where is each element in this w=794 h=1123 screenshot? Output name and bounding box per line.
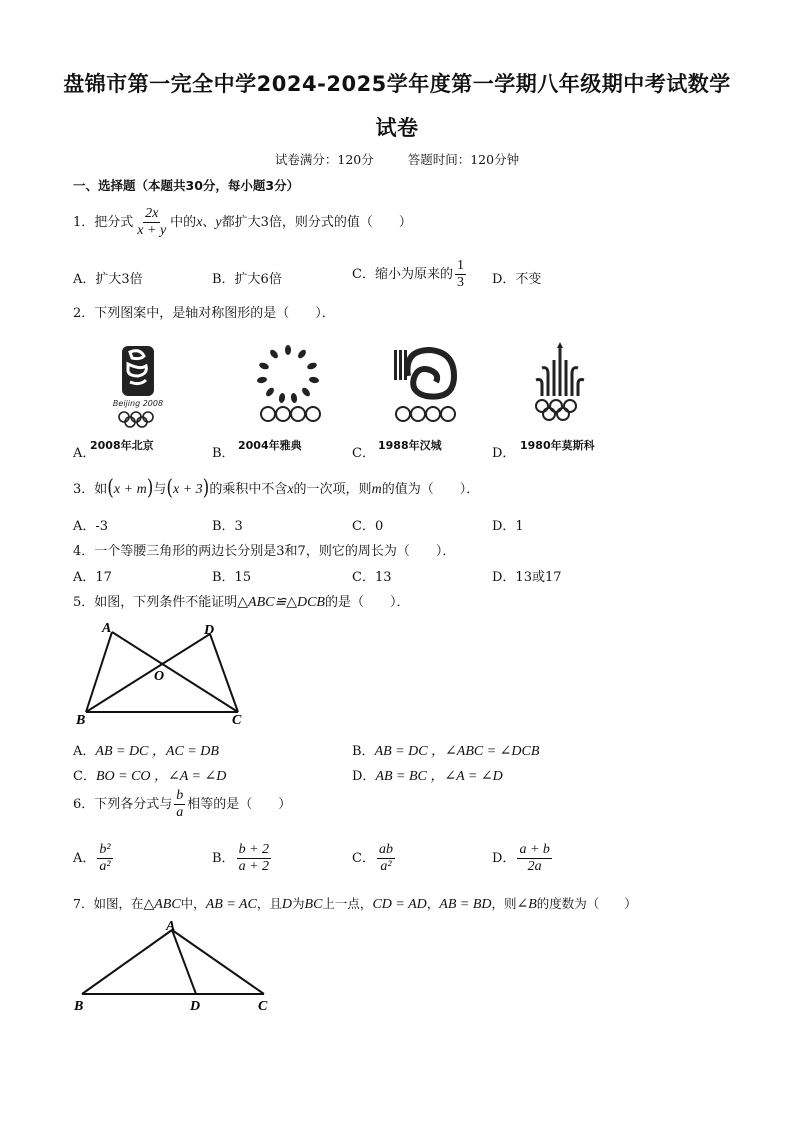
question-text: 3．如 — [73, 482, 108, 497]
question-1 — [73, 206, 412, 239]
fraction — [237, 842, 271, 875]
expression: CD = AD — [372, 897, 427, 912]
fraction-numerator: 1 — [455, 258, 466, 275]
option-expression: BO = CO ，∠A = ∠D — [95, 769, 227, 784]
fraction-numerator: 2x — [143, 206, 160, 223]
option-letter: C． — [73, 769, 96, 784]
q4-option-c[interactable]: C．13 — [352, 570, 392, 585]
question-text: ， — [426, 896, 440, 911]
question-text: 5．如图，下列条件不能证明 — [73, 595, 238, 610]
expression: △ABC≌△DCB — [237, 595, 325, 610]
expression: x + m — [113, 482, 147, 497]
fraction-numerator: ab — [377, 842, 395, 859]
separator: 、 — [202, 215, 216, 231]
point-label-c: C — [232, 713, 242, 728]
q4-option-b[interactable]: B．15 — [212, 570, 252, 585]
fraction-denominator: 3 — [456, 275, 464, 291]
fraction-numerator: b — [174, 788, 185, 805]
question-text: 6．下列各分式与 — [73, 797, 173, 813]
fraction — [174, 788, 185, 821]
question-text: 中的 — [170, 215, 197, 231]
point-label-a: A — [102, 621, 112, 636]
exam-info — [0, 150, 794, 168]
question-text: 的度数为（ ） — [536, 896, 637, 911]
fraction-denominator: a² — [380, 859, 392, 875]
question-text: 上一点， — [322, 896, 373, 911]
option-letter: D． — [352, 769, 376, 784]
page-title: 盘锦市第一完全中学2024-2025学年度第一学期八年级期中考试数学 — [63, 72, 731, 96]
question-text: 与 — [153, 482, 167, 497]
fraction-denominator: 2a — [527, 859, 542, 875]
seoul-1988-emblem-icon[interactable] — [386, 342, 466, 430]
variable: x — [196, 215, 203, 231]
q3-option-c[interactable]: C．0 — [352, 519, 384, 534]
option-letter: A． — [73, 744, 96, 759]
fraction-numerator: a + b — [517, 842, 551, 859]
q6-option-d[interactable] — [492, 842, 554, 875]
fraction — [455, 258, 466, 291]
q2-option-a-label: A． — [73, 446, 96, 461]
point-label-a: A — [166, 919, 176, 934]
logo-caption-beijing: 2008年北京 — [90, 439, 154, 452]
paren-open: ( — [166, 475, 173, 501]
option-letter: B． — [212, 851, 235, 867]
q5-option-c[interactable] — [73, 765, 226, 785]
paren-open: ( — [107, 475, 114, 501]
logo-caption-seoul: 1988年汉城 — [378, 439, 442, 452]
question-text: 的是（ ）． — [325, 595, 410, 610]
question-text: 相等的是（ ） — [187, 797, 292, 813]
point-label-c: C — [258, 999, 268, 1014]
fraction-numerator: b² — [97, 842, 112, 859]
option-expression: AB = BC ，∠A = ∠D — [375, 769, 503, 784]
question-number: 1． — [73, 215, 95, 231]
q1-option-c[interactable] — [352, 258, 468, 291]
section-heading: 一、选择题（本题共30分，每小题3分） — [73, 178, 300, 193]
beijing-2008-emblem-icon[interactable] — [100, 342, 190, 430]
point-label-b: B — [76, 713, 86, 728]
fraction-denominator: x + y — [137, 223, 167, 239]
question-3 — [73, 475, 480, 501]
expression: BC — [304, 897, 323, 912]
fraction — [97, 842, 112, 875]
athens-2004-wreath-icon[interactable] — [250, 342, 326, 430]
q2-option-d-label: D． — [492, 446, 516, 461]
q6-option-c[interactable] — [352, 842, 397, 875]
question-text: 的一次项，则 — [293, 482, 372, 497]
q6-option-a[interactable] — [73, 842, 115, 875]
point-label-o: O — [154, 669, 165, 684]
fraction-numerator: b + 2 — [237, 842, 271, 859]
expression: x + 3 — [173, 482, 203, 497]
variable: D — [281, 897, 293, 912]
question-2: 2．下列图案中，是轴对称图形的是（ ）． — [73, 306, 335, 321]
fraction-denominator: a + 2 — [238, 859, 270, 875]
option-text: C．缩小为原来的 — [352, 267, 453, 283]
q4-option-a[interactable]: A．17 — [73, 570, 112, 585]
expression: ∠B — [516, 897, 537, 912]
q7-figure — [72, 916, 276, 1016]
page-title-line2: 试卷 — [375, 116, 419, 140]
q3-option-a[interactable]: A．-3 — [73, 519, 109, 534]
question-text: 的乘积中不含 — [209, 482, 288, 497]
score-info: 试卷满分：120分 — [274, 152, 374, 167]
variable: m — [371, 482, 382, 497]
option-letter: C． — [352, 851, 375, 867]
question-text: 的值为（ ）． — [381, 482, 480, 497]
option-letter: A． — [73, 851, 96, 867]
q6-option-b[interactable] — [212, 842, 273, 875]
variable: y — [215, 215, 222, 231]
q5-option-a[interactable] — [73, 740, 219, 760]
question-text: 中， — [180, 896, 206, 911]
q5-figure — [74, 616, 250, 728]
q5-option-b[interactable] — [352, 740, 539, 760]
fraction — [377, 842, 395, 875]
q2-option-c-label: C． — [352, 446, 375, 461]
q2-option-b-label: B． — [212, 446, 235, 461]
question-text: 7．如图，在 — [73, 896, 144, 911]
q3-option-d[interactable]: D．1 — [492, 519, 524, 534]
question-text: ，则 — [491, 896, 517, 911]
logo-caption-athens: 2004年雅典 — [238, 439, 302, 452]
question-6 — [73, 788, 291, 821]
question-text: 把分式 — [94, 215, 134, 231]
option-expression: AB = DC ，AC = DB — [95, 744, 219, 759]
question-4: 4．一个等腰三角形的两边长分别是3和7，则它的周长为（ ）． — [73, 544, 456, 559]
q5-option-d[interactable] — [352, 765, 503, 785]
question-7 — [73, 894, 637, 913]
paren-close: ) — [146, 475, 154, 501]
time-info: 答题时间：120分钟 — [407, 152, 520, 167]
fraction-denominator: a² — [99, 859, 111, 875]
point-label-b: B — [74, 999, 84, 1014]
expression: AB = BD — [439, 897, 492, 912]
expression: △ABC — [143, 897, 181, 912]
q1-option-b[interactable]: B．扩大6倍 — [212, 272, 282, 287]
moscow-1980-emblem-icon[interactable] — [522, 340, 598, 432]
q3-option-b[interactable]: B．3 — [212, 519, 243, 534]
fraction-denominator: a — [176, 805, 184, 821]
paren-close: ) — [202, 475, 210, 501]
fraction — [135, 206, 168, 239]
question-text: ，且 — [256, 896, 282, 911]
variable: x — [287, 482, 294, 497]
q1-option-d[interactable]: D．不变 — [492, 272, 542, 287]
question-text: 都扩大3倍，则分式的值（ ） — [221, 215, 412, 231]
question-text: 为 — [292, 896, 305, 911]
option-letter: B． — [352, 744, 375, 759]
question-5 — [73, 591, 410, 611]
expression: AB = AC — [205, 897, 257, 912]
beijing-logo-text: Beijing 2008 — [112, 399, 164, 408]
point-label-d: D — [204, 623, 215, 638]
q4-option-d[interactable]: D．13或17 — [492, 570, 562, 585]
q1-option-a[interactable]: A．扩大3倍 — [73, 272, 143, 287]
option-letter: D． — [492, 851, 516, 867]
logo-caption-moscow: 1980年莫斯科 — [520, 439, 595, 452]
fraction — [517, 842, 551, 875]
point-label-d: D — [190, 999, 201, 1014]
option-expression: AB = DC ，∠ABC = ∠DCB — [374, 744, 540, 759]
